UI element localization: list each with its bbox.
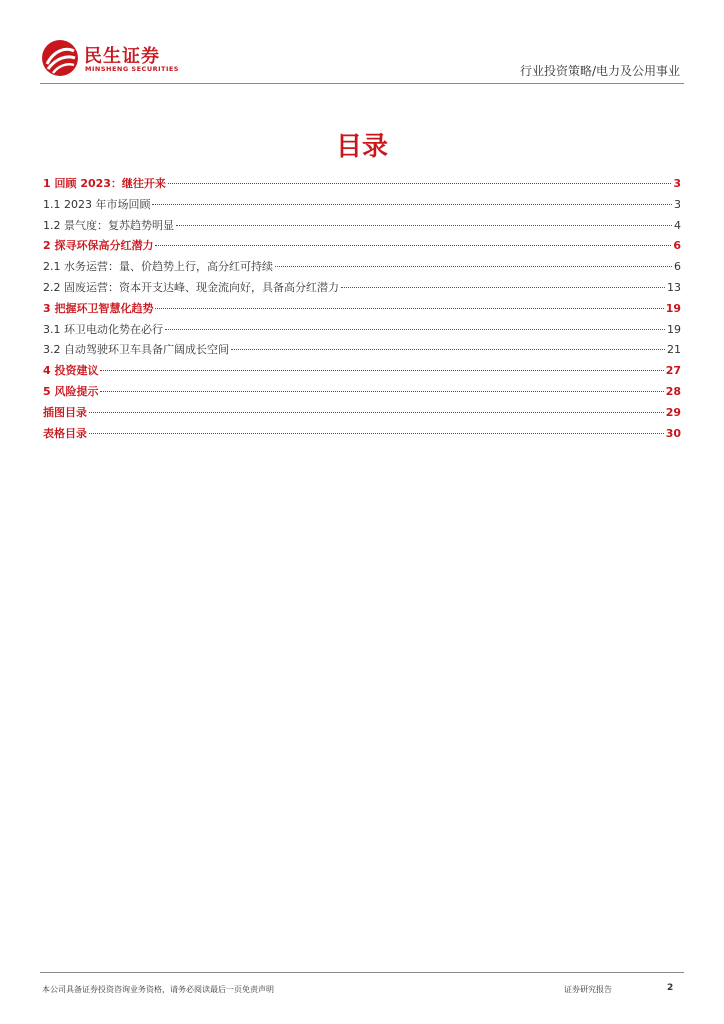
footer-page-number: 2 [667, 983, 674, 993]
toc-entry-label: 表格目录 [43, 426, 87, 440]
toc-entry-chapter[interactable] [43, 236, 681, 257]
toc-entry-section[interactable] [43, 257, 681, 278]
toc-entry-chapter[interactable] [43, 424, 681, 445]
toc-entry-chapter[interactable] [43, 382, 681, 403]
toc-entry-label: 3.2 自动驾驶环卫车具备广阔成长空间 [43, 343, 229, 357]
toc-entry-page: 6 [673, 239, 681, 253]
toc-leader-dots [165, 329, 665, 330]
toc-entry-chapter[interactable] [43, 361, 681, 382]
toc-entry-page: 3 [673, 177, 681, 190]
minsheng-logo-icon [40, 38, 80, 78]
toc-entry-page: 19 [667, 322, 681, 336]
toc-entry-section[interactable] [43, 340, 681, 361]
toc-leader-dots [275, 266, 672, 267]
toc-entry-label: 4 投资建议 [43, 364, 99, 378]
toc-entry-label: 2.2 固废运营：资本开支达峰、现金流向好，具备高分红潜力 [43, 280, 339, 294]
toc-leader-dots [100, 391, 663, 392]
toc-entry-label: 3.1 环卫电动化势在必行 [43, 322, 163, 336]
toc-leader-dots [341, 287, 665, 288]
report-category: 行业投资策略/电力及公用事业 [519, 64, 680, 78]
toc-entry-page: 27 [665, 364, 681, 378]
company-logo [40, 38, 200, 80]
toc-leader-dots [100, 370, 663, 371]
toc-entry-section[interactable] [43, 278, 681, 299]
table-of-contents [43, 174, 681, 444]
toc-entry-page: 21 [667, 343, 681, 357]
header-divider [40, 83, 684, 84]
toc-entry-page: 13 [667, 280, 681, 294]
toc-entry-section[interactable] [43, 320, 681, 341]
toc-entry-label: 5 风险提示 [43, 384, 99, 398]
footer-divider [40, 972, 684, 973]
toc-entry-label: 插图目录 [43, 405, 87, 419]
toc-entry-page: 30 [665, 426, 681, 440]
toc-leader-dots [231, 349, 665, 350]
toc-entry-chapter[interactable] [43, 299, 681, 320]
toc-leader-dots [155, 308, 663, 309]
page-title: 目录 [335, 132, 388, 162]
toc-leader-dots [89, 433, 664, 434]
logo-chinese-name: 民生证券 [84, 46, 160, 67]
logo-english-name: MINSHENG SECURITIES [85, 65, 179, 73]
toc-leader-dots [168, 183, 671, 184]
toc-entry-page: 4 [674, 218, 681, 232]
toc-entry-page: 3 [674, 197, 681, 211]
toc-entry-chapter[interactable] [43, 403, 681, 424]
toc-entry-section[interactable] [43, 195, 681, 216]
page-header [40, 38, 684, 84]
toc-entry-page: 6 [674, 260, 681, 274]
footer-disclaimer: 本公司具备证券投资咨询业务资格，请务必阅读最后一页免责声明 [42, 985, 274, 994]
toc-entry-section[interactable] [43, 216, 681, 237]
toc-leader-dots [176, 225, 672, 226]
toc-entry-page: 29 [665, 405, 681, 419]
toc-entry-label: 2 探寻环保高分红潜力 [43, 239, 154, 253]
toc-entry-label: 1.2 景气度：复苏趋势明显 [43, 218, 174, 232]
toc-leader-dots [89, 412, 664, 413]
toc-leader-dots [155, 245, 671, 246]
toc-entry-label: 2.1 水务运营：量、价趋势上行，高分红可持续 [43, 260, 273, 274]
toc-leader-dots [152, 204, 672, 205]
toc-entry-label: 1.1 2023 年市场回顾 [43, 197, 151, 211]
toc-entry-page: 19 [665, 301, 681, 315]
toc-entry-page: 28 [665, 384, 681, 398]
footer-doc-type: 证券研究报告 [564, 985, 612, 994]
toc-entry-label: 3 把握环卫智慧化趋势 [43, 301, 154, 315]
toc-entry-chapter[interactable] [43, 174, 681, 195]
toc-entry-label: 1 回顾 2023：继往开来 [43, 177, 166, 190]
